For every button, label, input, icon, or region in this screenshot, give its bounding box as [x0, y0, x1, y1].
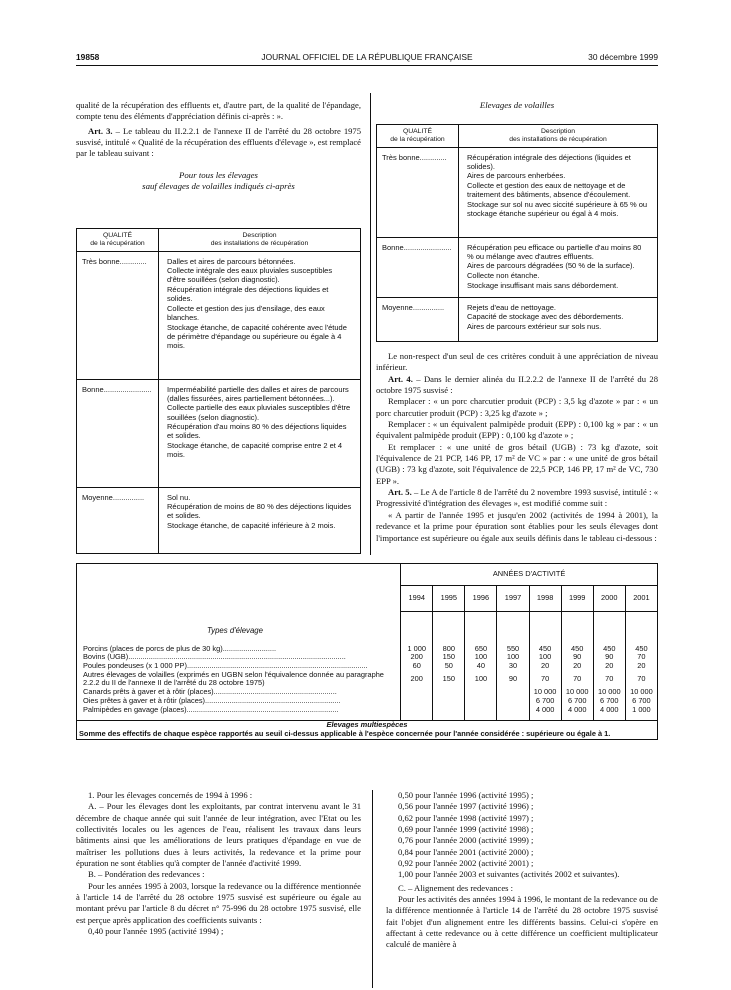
value-cell: 4 000 [529, 706, 561, 721]
value-cell: 20 [529, 662, 561, 671]
table-row [77, 645, 658, 654]
types-label-row [77, 612, 658, 636]
table2-caption: Elevages de volailles [479, 100, 555, 110]
right-text-column [376, 351, 658, 544]
right-paragraph-4: Remplacer : « un équivalent palmipède produit (EPP) : 0,100 kg » par : « un équivalent palmipède produit (EPP) : 0,100 kg d'azote » ; [376, 419, 658, 441]
value-cell: 6 700 [593, 697, 625, 706]
description-line: Collecte et gestion des jus d'ensilage, des eaux blanches. [167, 303, 325, 322]
coefficient-line: 0,76 pour l'année 2000 (activité 1999) ; [398, 835, 534, 846]
row-label: Autres élevages de volailles (exprimés en UGBN selon l'équivalence donnée au paragraphe 2.2.2 du II de l'annexe II de l'arrêté du 28 octobre 1975) [83, 669, 384, 688]
table2-col-quality-2: de la récupération [390, 135, 445, 143]
coefficient-line: 0,84 pour l'année 2001 (activité 2000) ; [398, 846, 534, 857]
row-label: Poules pondeuses (x 1 000 PP)........................................................................................ [83, 661, 368, 670]
table2-row [377, 237, 658, 297]
table1-row-description [159, 251, 361, 379]
bottom-paragraph-1: 1. Pour les élevages concernés de 1994 à 1996 : [88, 790, 253, 800]
table1-caption-line2: sauf élevages de volailles indiqués ci-après [142, 181, 295, 192]
description-line: Collecte intégrale des eaux pluviales susceptibles d'être souillées (selon diagnostic). [167, 266, 333, 285]
value-cell [433, 688, 465, 697]
value-cell [401, 688, 433, 697]
years-row [77, 586, 658, 612]
row-label-text: Canards prêts à gaver et à rôtir (places) [83, 688, 214, 697]
row-label: Canards prêts à gaver et à rôtir (places)............................................................ [83, 688, 337, 697]
section-c-text: Pour les activités des années 1994 à 1996, le montant de la redevance ou de la différence mentionnée à l'article 14 de l'arrêté du 28 octobre 1975 susvisé fait l'objet d'un alignement entre les différents bassins. Celui-ci s'opère en affectant à cette redevance ou à cette différence un coefficient multiplicateur calculé de manière à [386, 894, 658, 950]
bottom-paragraph-2: A. – Pour les élevages dont les exploitants, par contrat intervenu avant le 31 décembre de chaque année qui suit l'année de leur intégration, avec l'Etat ou les collectivités locales ou les agences de l'eau, réalisent les travaux dans leurs bâtiments ainsi que les améliorations de leurs pratiques d'épandage en vue de maîtriser les pollutions dues à leurs activités, la redevance et la prime pour épuration ne sont établies qu'à compter de l'année d'activité 1999. [76, 801, 361, 869]
value-cell: 450 [561, 645, 593, 654]
row-label-text: Porcins (places de porcs de plus de 30 kg) [83, 644, 223, 653]
quality-label: Très bonne [82, 256, 120, 266]
value-cell: 6 700 [625, 697, 657, 706]
table2-header-row [377, 125, 658, 148]
description-line: Récupération de moins de 80 % des déjections liquides et solides. [167, 502, 352, 521]
article-4-text: – Dans le dernier alinéa du II.2.2.2 de l'annexe II de l'arrêté du 28 octobre 1975 susvisé : [376, 373, 658, 396]
right-paragraph-1: Le non-respect d'un seul de ces critères conduit à une appréciation de niveau inférieur. [376, 351, 658, 373]
types-label: Types d'élevage [207, 626, 263, 636]
multispecies-title: Elevages multiespèces [326, 720, 408, 730]
value-cell: 20 [593, 662, 625, 671]
bottom-paragraph-5: 0,40 pour l'année 1995 (activité 1994) ; [88, 926, 224, 937]
spacer-cell [625, 612, 657, 636]
table1-caption-line1: Pour tous les élevages [179, 169, 258, 180]
table2-row-quality: Très bonne............. [377, 147, 459, 237]
description-line: Stockage insuffisant mais sans débordement. [467, 280, 619, 290]
empty-header-cell [77, 564, 401, 586]
table-row [77, 653, 658, 662]
table2-row [377, 297, 658, 341]
table2-row-quality: Moyenne............... [377, 297, 459, 341]
value-cell: 10 000 [625, 688, 657, 697]
value-cell: 40 [465, 662, 497, 671]
table1-col-description-2: des installations de récupération [210, 239, 309, 247]
value-cell [465, 688, 497, 697]
years-header-row [77, 564, 658, 586]
value-cell: 150 [433, 653, 465, 662]
value-cell [465, 706, 497, 721]
spacer-cell [497, 612, 529, 636]
value-cell: 50 [433, 662, 465, 671]
description-line: Sol nu. [167, 492, 191, 502]
table1-row [77, 251, 361, 379]
value-cell [401, 697, 433, 706]
column-divider-bottom [372, 790, 373, 988]
year-cell: 1997 [497, 586, 529, 612]
year-cell: 1999 [561, 586, 593, 612]
value-cell: 100 [497, 653, 529, 662]
value-cell [497, 706, 529, 721]
article-3-text: – Le tableau du II.2.2.1 de l'annexe II de l'arrêté du 28 octobre 1975 susvisé, intitulé « Qualité de la récupération des effluents d'élevage », est remplacé par le tableau suivant : [76, 125, 362, 159]
table1-row [77, 487, 361, 553]
value-cell: 10 000 [561, 688, 593, 697]
row-label: Bovins (UGB).......................................................................................................... [83, 653, 346, 662]
value-cell: 100 [465, 653, 497, 662]
description-line: Collecte et gestion des eaux de nettoyage et de traitement des bâtiments, absence d'écoulement. [467, 181, 631, 200]
table2-col-description [459, 125, 658, 148]
description-line: Récupération intégrale des déjections liquides et solides. [167, 285, 329, 304]
description-line: Récupération d'au moins 80 % des déjections liquides et solides. [167, 422, 347, 441]
table2-col-quality [377, 125, 459, 148]
value-cell [433, 706, 465, 721]
coefficient-line: 0,62 pour l'année 1998 (activité 1997) ; [398, 812, 534, 823]
page-number: 19858 [76, 52, 100, 62]
value-cell: 70 [593, 671, 625, 688]
value-cell: 90 [561, 653, 593, 662]
value-cell: 20 [625, 662, 657, 671]
right-paragraph-7: « A partir de l'année 1995 et jusqu'en 2002 (activités de 1994 à 2001), la redevance et la prime pour épuration sont établies pour les seuls élevages dont l'importance est supérieure ou égale aux seuils définis dans le tableau ci-dessous : [376, 509, 658, 543]
row-label-text: Bovins (UGB) [83, 653, 129, 662]
value-cell: 550 [497, 645, 529, 654]
value-cell: 1 000 [625, 706, 657, 721]
value-cell [497, 697, 529, 706]
table1-row-quality: Moyenne............... [77, 487, 159, 553]
description-line: Récupération peu efficace ou partielle d'au moins 80 % ou mélange avec d'autres effluents. [467, 242, 642, 261]
value-cell: 10 000 [529, 688, 561, 697]
bottom-paragraph-3: B. – Pondération des redevances : [88, 869, 205, 880]
table2-row-description [459, 237, 658, 297]
multispecies-text: Somme des effectifs de chaque espèce rapportés au seuil ci-dessus applicable à l'espèce concernée pour l'année considérée : supérieure ou égale à 1. [79, 729, 611, 739]
article-4 [376, 374, 658, 397]
table1-row-description [159, 487, 361, 553]
right-paragraph-3: Remplacer : « un porc charcutier produit (PCP) : 3,5 kg d'azote » par : « un porc charcutier produit (PCP) : 3,25 kg d'azote » ; [376, 396, 658, 418]
table2-col-description-2: des installations de récupération [509, 135, 607, 143]
value-cell: 450 [625, 645, 657, 654]
table1-col-quality-2: de la récupération [90, 239, 145, 247]
table1-col-description [159, 229, 361, 252]
table2-row [377, 147, 658, 237]
table-thresholds [76, 563, 658, 740]
value-cell: 800 [433, 645, 465, 654]
description-line: Stockage étanche, de capacité cohérente avec l'étude de périmètre d'épandage ou supérieure ou égale à 4 mois. [167, 322, 347, 350]
description-line: Imperméabilité partielle des dalles et aires de parcours (dalles fissurées, aires partiellement bétonnées...). [167, 384, 349, 403]
table1-col-quality-1: QUALITÉ [102, 232, 133, 239]
quality-label: Bonne [82, 384, 104, 394]
description-line: Capacité de stockage avec des débordements. [467, 312, 624, 322]
coefficient-line: 1,00 pour l'année 2003 et suivantes (activités 2002 et suivantes). [398, 869, 620, 880]
publication-date: 30 décembre 1999 [588, 52, 658, 62]
spacer-cell [593, 612, 625, 636]
article-5-text: – Le A de l'article 8 de l'arrêté du 2 novembre 1993 susvisé, intitulé : « Progressivité d'intégration des élevages », est modifié comme suit : [376, 487, 658, 509]
table1-row-description [159, 379, 361, 487]
coefficient-line: 0,92 pour l'année 2002 (activité 2001) ; [398, 858, 534, 869]
value-cell: 100 [465, 671, 497, 688]
table2-row-quality: Bonne....................... [377, 237, 459, 297]
value-cell [465, 697, 497, 706]
value-cell: 30 [497, 662, 529, 671]
article-5 [376, 487, 658, 510]
description-line: Collecte partielle des eaux pluviales susceptibles d'être souillées (selon diagnostic). [167, 403, 351, 422]
table1-row [77, 379, 361, 487]
page-header [76, 52, 658, 66]
value-cell: 1 000 [401, 645, 433, 654]
row-label: Porcins (places de porcs de plus de 30 kg).......................... [83, 644, 277, 653]
article-4-label: Art. 4. [388, 373, 413, 384]
table1-col-quality [77, 229, 159, 252]
value-cell: 70 [625, 653, 657, 662]
column-divider-top [370, 93, 371, 555]
table-poultry [376, 124, 658, 342]
multispecies-row [77, 721, 658, 739]
quality-label: Moyenne [382, 302, 413, 312]
empty-year-label-cell [77, 586, 401, 612]
coefficient-line: 0,50 pour l'année 1996 (activité 1995) ; [398, 790, 534, 800]
value-cell: 70 [561, 671, 593, 688]
value-cell: 70 [625, 671, 657, 688]
description-line: Aires de parcours dégradées (50 % de la surface). [467, 261, 635, 271]
value-cell: 6 700 [529, 697, 561, 706]
row-label-text: Palmipèdes en gavage (places) [83, 705, 187, 714]
spacer-cell [529, 612, 561, 636]
year-cell: 2001 [625, 586, 657, 612]
year-cell: 2000 [593, 586, 625, 612]
value-cell: 4 000 [593, 706, 625, 721]
spacer-cell [561, 612, 593, 636]
table1-row-quality: Bonne....................... [77, 379, 159, 487]
value-cell [497, 688, 529, 697]
table-row [77, 706, 658, 721]
year-cell: 1998 [529, 586, 561, 612]
value-cell: 6 700 [561, 697, 593, 706]
table2-row-description [459, 297, 658, 341]
value-cell: 200 [401, 671, 433, 688]
row-label-text: Oies prêtes à gaver et à rôtir (places) [83, 696, 205, 705]
quality-label: Très bonne [382, 152, 420, 162]
description-line: Stockage étanche, de capacité comprise entre 2 et 4 mois. [167, 440, 343, 460]
table1-row-quality: Très bonne............. [77, 251, 159, 379]
value-cell: 20 [561, 662, 593, 671]
year-cell: 1996 [465, 586, 497, 612]
table-row [77, 671, 658, 688]
table2-col-description-1: Description [541, 128, 575, 135]
article-3-label: Art. 3. [88, 125, 113, 136]
coefficient-line: 0,69 pour l'année 1999 (activité 1998) ; [398, 824, 534, 835]
description-line: Stockage sur sol nu avec siccité supérieure à 65 % ou stockage étanche supérieur ou égal à 4 mois. [467, 199, 648, 218]
spacer-cell [401, 612, 433, 636]
quality-label: Bonne [382, 242, 404, 252]
value-cell: 4 000 [561, 706, 593, 721]
spacer-cell [77, 636, 401, 645]
value-cell: 650 [465, 645, 497, 654]
table2-col-quality-1: QUALITÉ [402, 128, 433, 135]
description-line: Collecte non étanche. [467, 271, 540, 281]
years-header: ANNÉES D'ACTIVITÉ [401, 564, 658, 586]
row-label-text: Poules pondeuses (x 1 000 PP) [83, 661, 187, 670]
table2-row-description [459, 147, 658, 237]
left-top-column [76, 100, 361, 193]
value-cell [401, 706, 433, 721]
value-cell [433, 697, 465, 706]
value-cell: 200 [401, 653, 433, 662]
article-3 [76, 126, 361, 160]
value-cell: 90 [497, 671, 529, 688]
spacer-cell [433, 612, 465, 636]
bottom-right-column [386, 790, 658, 951]
row-label: Palmipèdes en gavage (places).......................................................................... [83, 705, 339, 714]
multispecies-cell [77, 721, 658, 739]
value-cell: 10 000 [593, 688, 625, 697]
description-line: Aires de parcours extérieur sur sols nus. [467, 321, 602, 331]
description-line: Stockage étanche, de capacité inférieure à 2 mois. [167, 521, 336, 531]
bottom-left-column [76, 790, 361, 937]
section-c-title: C. – Alignement des redevances : [398, 882, 514, 893]
quality-label: Moyenne [82, 492, 113, 502]
table-general-livestock [76, 228, 361, 554]
value-cell: 100 [529, 653, 561, 662]
coefficient-line: 0,56 pour l'année 1997 (activité 1996) ; [398, 801, 534, 812]
value-cell: 60 [401, 662, 433, 671]
journal-title: JOURNAL OFFICIEL DE LA RÉPUBLIQUE FRANÇAISE [261, 52, 473, 62]
value-cell: 450 [529, 645, 561, 654]
bottom-paragraph-4: Pour les années 1995 à 2003, lorsque la redevance ou la différence mentionnée à l'article 14 de l'arrêté du 28 octobre 1975 susvisé est supérieure ou égale au montant prévu par l'article 8 du décret n° 75-996 du 28 octobre 1975 susvisé, elle est perçue après application des coefficients suivants : [76, 880, 361, 925]
value-cell: 90 [593, 653, 625, 662]
table1-col-description-1: Description [242, 232, 277, 239]
article-5-label: Art. 5. [388, 487, 412, 498]
year-cell: 1994 [401, 586, 433, 612]
value-cell: 150 [433, 671, 465, 688]
spacer-cell [465, 612, 497, 636]
intro-paragraph: qualité de la récupération des effluents et, d'autre part, de la qualité de l'épandage, compte tenu des éléments d'appréciation définis ci-après : ». [76, 100, 361, 122]
description-line: Dalles et aires de parcours bétonnées. [167, 256, 296, 266]
description-line: Aires de parcours enherbées. [467, 171, 566, 181]
row-label: Oies prêtes à gaver et à rôtir (places).................................................................. [83, 696, 341, 705]
value-cell: 450 [593, 645, 625, 654]
year-cell: 1995 [433, 586, 465, 612]
description-line: Rejets d'eau de nettoyage. [467, 302, 556, 312]
description-line: Récupération intégrale des déjections (liquides et solides). [467, 152, 631, 171]
value-cell: 70 [529, 671, 561, 688]
table1-header-row [77, 229, 361, 252]
right-paragraph-5: Et remplacer : « une unité de gros bétail (UGB) : 73 kg d'azote, soit l'équivalence de 21 PCP, 146 PP, 17 m² de VC » par : « une unité de gros bétail (UGB) : 73 kg d'azote, soit l'équivalence de 22,5 PCP, 146 PP, 17 m² de VC, 730 EPP ». [376, 441, 658, 486]
